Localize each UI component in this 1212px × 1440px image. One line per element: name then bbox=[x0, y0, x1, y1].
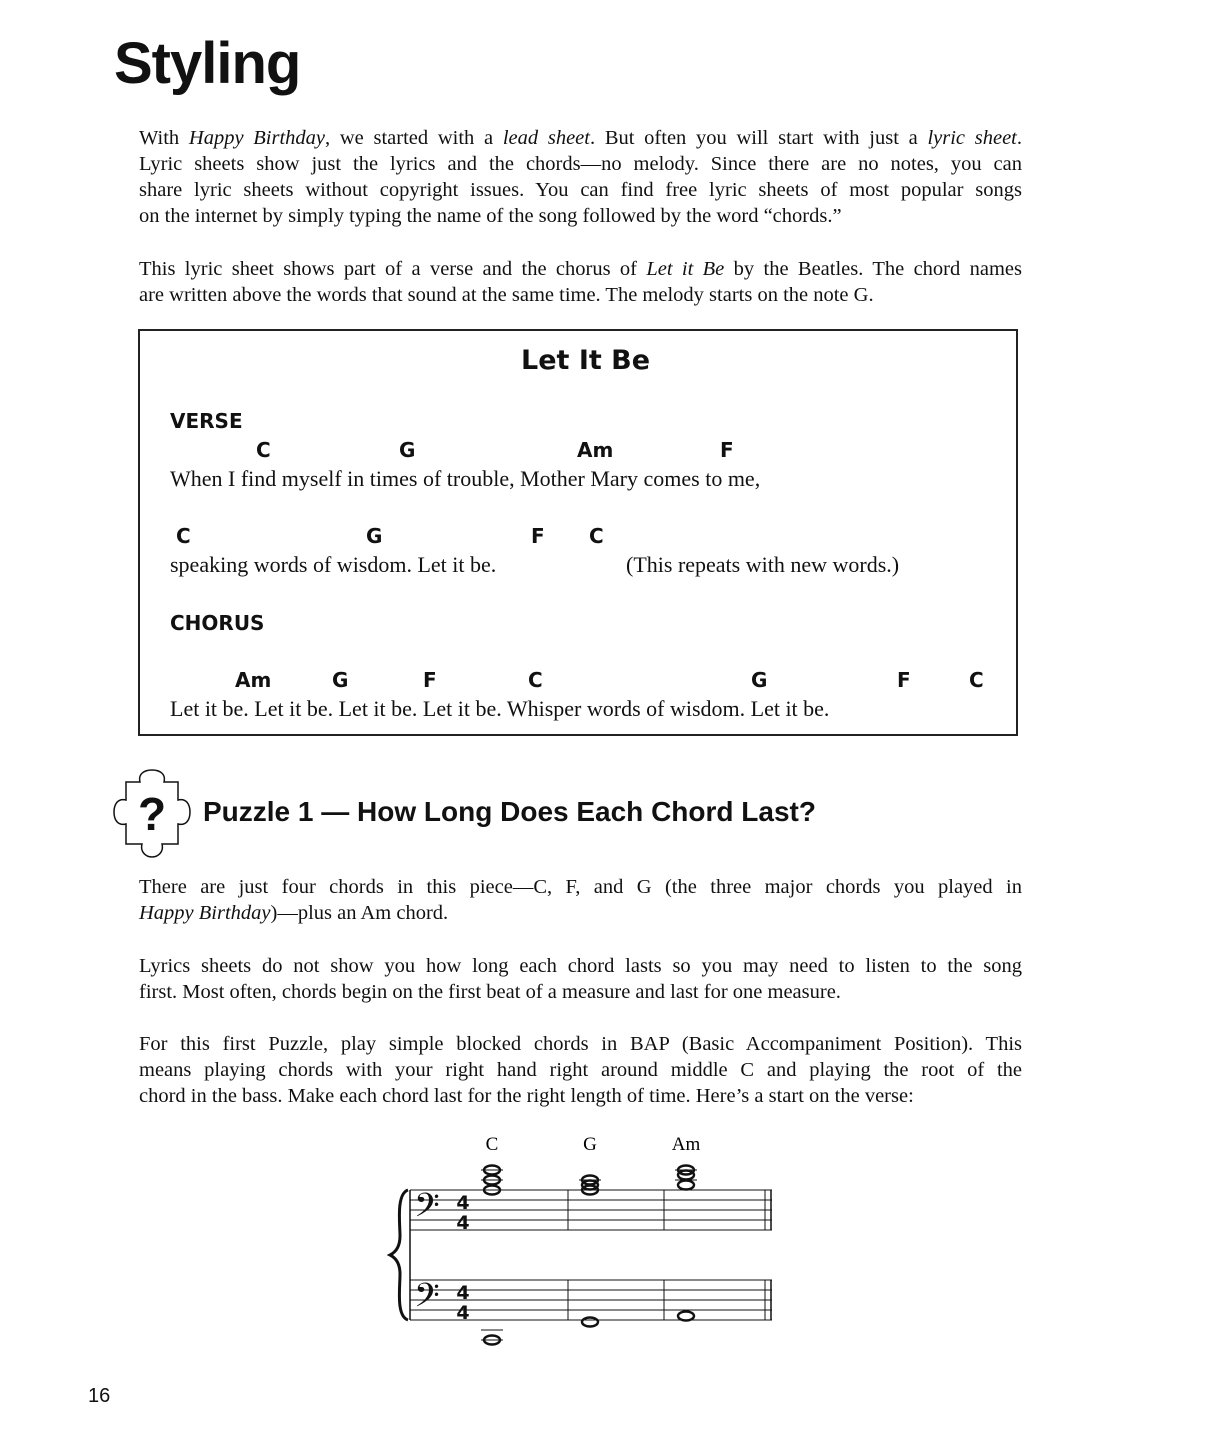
text-line: For this first Puzzle, play simple blocked chords in BAP (Basic Accompaniment Position). This bbox=[139, 1033, 1022, 1055]
time-signature-bottom: 4 bbox=[456, 1302, 470, 1324]
verse-repeat-note: (This repeats with new words.) bbox=[626, 552, 900, 577]
verse-lyric-line: When I find myself in times of trouble, Mother Mary comes to me, bbox=[170, 466, 761, 491]
page-number: 16 bbox=[88, 1385, 111, 1407]
lyric-sheet-box bbox=[138, 329, 1018, 736]
chord-label: F bbox=[423, 668, 437, 692]
notation-chord-label: Am bbox=[671, 1134, 701, 1155]
chord-label: C bbox=[589, 524, 604, 548]
chord-label: G bbox=[399, 438, 416, 462]
bass-clef-icon: 𝄢 bbox=[414, 1277, 440, 1323]
text-line: Lyric sheets show just the lyrics and the chords—no melody. Since there are no notes, you can bbox=[139, 153, 1022, 175]
body-paragraph-3 bbox=[139, 1031, 1022, 1109]
chord-label: G bbox=[751, 668, 768, 692]
intro-paragraph-1 bbox=[139, 125, 1022, 229]
text-line: on the internet by simply typing the name of the song followed by the word “chords.” bbox=[139, 205, 842, 227]
chord-label: Am bbox=[235, 668, 272, 692]
chord-label: F bbox=[897, 668, 911, 692]
page-title: Styling bbox=[114, 31, 301, 96]
italic-title: lead sheet bbox=[502, 127, 590, 149]
intro-paragraph-2 bbox=[139, 256, 1022, 308]
grand-staff-brace bbox=[390, 1190, 408, 1320]
body-paragraph-2 bbox=[139, 953, 1022, 1005]
time-signature-bottom: 4 bbox=[456, 1212, 470, 1234]
bass-note-a bbox=[678, 1312, 694, 1321]
notation-chord-label: G bbox=[583, 1134, 597, 1155]
text-line: Lyrics sheets do not show you how long each chord lasts so you may need to listen to the song bbox=[139, 955, 1022, 977]
treble-chord-am bbox=[675, 1166, 697, 1190]
text-line: Happy Birthday)—plus an Am chord. bbox=[139, 902, 449, 924]
time-signature-top: 4 bbox=[456, 1192, 470, 1214]
treble-chord-g bbox=[579, 1176, 601, 1195]
time-signature-top: 4 bbox=[456, 1282, 470, 1304]
bass-note-c bbox=[481, 1330, 503, 1345]
chorus-lyric-line: Let it be. Let it be. Let it be. Let it be. Whisper words of wisdom. Let it be. bbox=[170, 696, 830, 721]
puzzle-piece-icon bbox=[112, 768, 192, 860]
text-line: There are just four chords in this piece—C, F, and G (the three major chords you played in bbox=[139, 876, 1022, 898]
chord-label: Am bbox=[577, 438, 614, 462]
notation-chord-label: C bbox=[485, 1134, 499, 1155]
italic-title: Let it Be bbox=[646, 258, 725, 280]
italic-title: Happy Birthday bbox=[139, 902, 271, 924]
chord-label: C bbox=[528, 668, 543, 692]
chord-label: F bbox=[531, 524, 545, 548]
chord-label: C bbox=[176, 524, 191, 548]
text-line: With Happy Birthday, we started with a lead sheet. But often you will start with just a lyric sheet. bbox=[139, 127, 1022, 149]
text-line: first. Most often, chords begin on the first beat of a measure and last for one measure. bbox=[139, 981, 841, 1003]
verse-lyric-line: speaking words of wisdom. Let it be. bbox=[170, 552, 497, 577]
chord-label: C bbox=[969, 668, 984, 692]
chord-label: F bbox=[720, 438, 734, 462]
text-line: share lyric sheets without copyright issues. You can find free lyric sheets of most popular songs bbox=[139, 179, 1022, 201]
chord-label: G bbox=[366, 524, 383, 548]
text-line: chord in the bass. Make each chord last for the right length of time. Here’s a start on the verse: bbox=[139, 1085, 914, 1107]
puzzle-question-mark: ? bbox=[137, 788, 167, 840]
italic-title: lyric sheet bbox=[927, 127, 1017, 149]
chord-label: C bbox=[256, 438, 271, 462]
puzzle-heading: Puzzle 1 — How Long Does Each Chord Last? bbox=[203, 796, 816, 827]
chord-label: G bbox=[332, 668, 349, 692]
text-line: means playing chords with your right hand right around middle C and playing the root of the bbox=[139, 1059, 1022, 1081]
body-paragraph-1 bbox=[139, 874, 1022, 926]
chorus-label: CHORUS bbox=[170, 611, 265, 635]
bass-clef-icon: 𝄢 bbox=[414, 1187, 440, 1233]
song-title: Let It Be bbox=[521, 345, 651, 376]
verse-label: VERSE bbox=[170, 409, 243, 433]
text-line: are written above the words that sound at the same time. The melody starts on the note G. bbox=[139, 284, 874, 306]
text-line: This lyric sheet shows part of a verse and the chorus of Let it Be by the Beatles. The chord names bbox=[139, 258, 1022, 280]
italic-title: Happy Birthday bbox=[188, 127, 326, 149]
bass-note-g bbox=[582, 1318, 598, 1327]
music-notation bbox=[380, 1128, 800, 1356]
